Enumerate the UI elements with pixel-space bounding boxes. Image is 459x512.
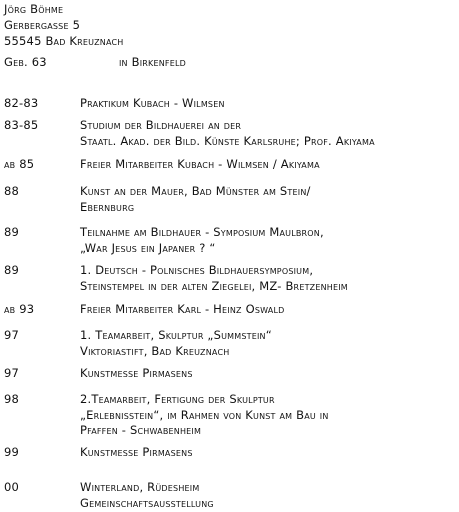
entry-line: 2.Teamarbeit, Fertigung der Skulptur [80,392,275,406]
entry-line: 1. Deutsch - Polnisches Bildhauersymposium, [80,263,314,277]
entry-line: „War Jesus ein Japaner ? “ [80,240,216,255]
entry-text [80,225,324,256]
entry-text [80,118,375,149]
entry-year: 89 [4,263,20,277]
entry-text [80,445,193,461]
city-address: 55545 Bad Kreuznach [4,34,124,48]
entry-year: 83-85 [4,118,39,132]
entry-year: 97 [4,328,20,342]
entry-line: Kunst an der Mauer, Bad Münster am Stein/ [80,184,311,198]
entry-line: Freier Mitarbeiter Karl - Heinz Oswald [80,302,285,316]
entry-line: Winterland, Rüdesheim [80,480,200,494]
entry-year: 82-83 [4,96,39,110]
birth-label: Geb. 63 [4,55,47,69]
entry-text [80,480,214,511]
entry-line: Ebernburg [80,199,135,214]
entry-line: Studium der Bildhauerei an der [80,118,242,132]
entry-line: Kunstmesse Pirmasens [80,366,193,380]
entry-year: ab 93 [4,302,35,316]
author-name: Jörg Böhme [4,2,64,16]
entry-year: 88 [4,184,20,198]
entry-text [80,366,193,382]
entry-year: 00 [4,480,20,494]
entry-year: 97 [4,366,20,380]
entry-line: Pfaffen - Schwabenheim [80,423,202,437]
entry-year: 99 [4,445,20,459]
entry-year: 89 [4,225,20,239]
entry-text [80,263,348,294]
entry-line: Kunstmesse Pirmasens [80,445,193,459]
birth-place: in Birkenfeld [119,55,186,69]
entry-line: Steinstempel in der alten Ziegelei, MZ- Bretzenheim [80,278,348,293]
address-block [4,2,123,50]
entry-line: Teilnahme am Bildhauer - Symposium Maulbron, [80,225,324,239]
entry-line: 1. Teamarbeit, Skulptur „Summstein“ [80,328,272,342]
entry-text [80,96,225,112]
entry-text [80,184,311,215]
entry-year: 98 [4,392,20,406]
entry-line: Freier Mitarbeiter Kubach - Wilmsen / Akiyama [80,157,320,171]
entry-text [80,157,320,173]
entry-line: Praktikum Kubach - Wilmsen [80,96,225,110]
entry-line: Gemeinschaftsausstellung [80,495,214,510]
entry-text [80,302,284,318]
entry-line: Staatl. Akad. der Bild. Künste Karlsruhe; Prof. Akiyama [80,133,375,148]
entry-year: ab 85 [4,157,35,171]
street-address: Gerbergasse 5 [4,18,81,32]
entry-line: Viktoriastift, Bad Kreuznach [80,343,230,358]
birth-row [4,55,444,71]
entry-line: „Erlebnisstein“, im Rahmen von Kunst am Bau in [80,407,329,422]
entry-text [80,328,272,359]
entry-text [80,392,329,439]
